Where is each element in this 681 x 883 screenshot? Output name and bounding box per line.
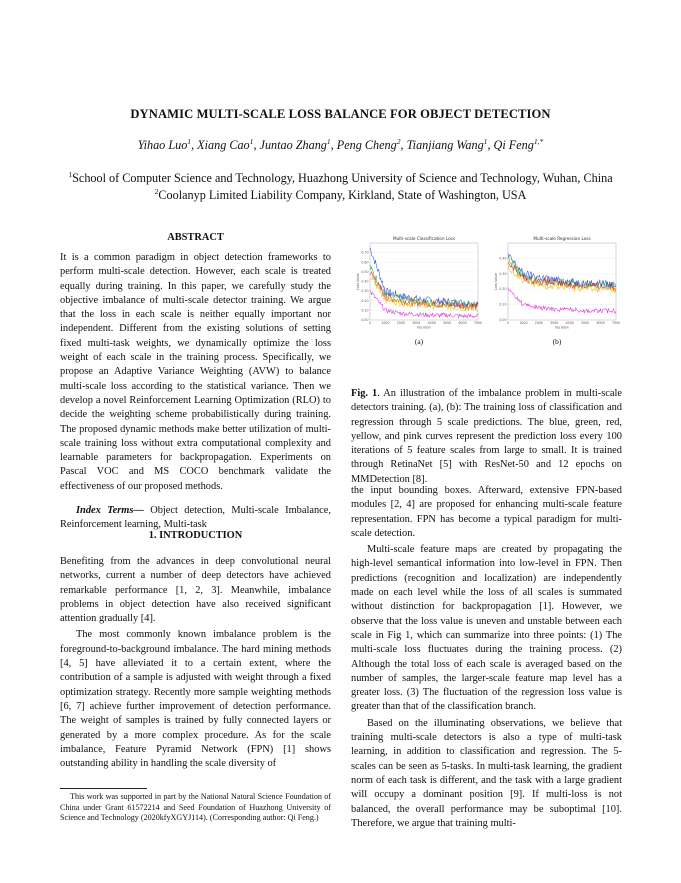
x-axis-label: Iteration <box>417 325 431 330</box>
x-tick-label: 0 <box>368 321 372 325</box>
y-tick-label: 0.30 <box>499 271 507 276</box>
abstract-text: It is a common paradigm in object detection frameworks to perform multi-scale detection. However, each scale is treated equally during training. In this paper, we carefully study the objective imbalance of multi-scale detector training. We argue that the loss in each scale is neither equally important nor independent. Different from the existing solutions of setting fixed multi-task weights, we dynamically optimize the loss weight of each scale in the training process. Specifically, we propose an Adaptive Variance Weighting (AVW) to balance multi-scale loss according to the statistical variance. Then we develop a novel Reinforcement Learning Optimization (RLO) to decide the weighting scheme probabilistically during training. The proposed dynamic methods make better utilization of multi-scale training loss without extra computational complexity and learnable parameters for backpropagation. Experiments on Pascal VOC and MS COCO benchmark validate the effectiveness of our proposed methods. <box>60 252 331 492</box>
figure-caption: Fig. 1. An illustration of the imbalance problem in multi-scale detectors training. (a), (b): The training loss of classification and regression through 5 scale predictions. The blue, green, red, yellow, and pink curves represent the prediction loss every 100 iterations of 5 feature scales from large to small. It is trained through RetinaNet [5] with ResNet-50 and 12 epochs on MMDetection [8]. <box>351 388 622 485</box>
classification-loss-chart <box>356 234 482 330</box>
figure-sub-b: (b) <box>552 337 562 346</box>
paragraph: Based on the illuminating observations, we believe that training multi-scale detectors is also a type of multi-task learning, in addition to classification and regression. The 5-scales can be seen as 5-tasks. In multi-task learning, the gradient norm of each task is different, and the task with a large gradient will occupy a dominant position [9]. If multi-loss is not balanced, the overall performance may be suboptimal [10]. Therefore, we argue that training multi- <box>351 717 622 829</box>
y-axis-label: Loss Value <box>356 273 360 290</box>
paragraph: Multi-scale feature maps are created by propagating the high-level semantical information into low-level in FPN. Then predictions (recognition and localization) are independently made on each level while the loss of all scales is summated without distinction for backpropagation [1]. However, we observe that the loss value is uneven and unstable between each scale in Fig 1, which can summarize into three points: (1) The multi-scale loss fluctuates during the training process. (2) Although the total loss of each scale is averaged based on the number of samples, the larger-scale feature map level has a greater loss. (3) The fluctuation of the regression loss value is greater than that of the classification branch. <box>351 544 622 713</box>
footnote-rule <box>60 788 147 789</box>
x-tick-label: 1000 <box>381 321 390 325</box>
chart-title: Multi-scale Classification Loss <box>392 236 456 241</box>
author: Yihao Luo$^1$ <box>137 136 192 152</box>
author-list: Yihao Luo$^1$, Xiang Cao$^1$, Juntao Zhang$^1$, Peng Cheng$^2$, Tianjiang Wang$^1$, Qi Feng$^{1,*}$ <box>137 136 544 152</box>
x-tick-label: 3000 <box>412 321 421 325</box>
y-tick-label: 0.50 <box>361 269 369 274</box>
y-tick-label: 0.40 <box>361 279 369 284</box>
author: Tianjiang Wang$^1$ <box>406 136 488 152</box>
figure-panel-b <box>494 234 620 334</box>
x-tick-label: 7000 <box>473 321 482 325</box>
x-tick-label: 2000 <box>396 321 405 325</box>
y-tick-label: 0.60 <box>361 260 369 265</box>
author: Juntao Zhang$^1$ <box>259 136 331 152</box>
y-tick-label: 0.40 <box>499 256 507 261</box>
x-tick-label: 3000 <box>550 321 559 325</box>
x-tick-label: 7000 <box>611 321 620 325</box>
x-axis-label: Iteration <box>555 325 569 330</box>
author: Qi Feng$^{1,*}$ <box>493 136 544 152</box>
y-tick-label: 0.00 <box>499 318 507 322</box>
y-tick-label: 0.30 <box>361 289 369 294</box>
paper-title: DYNAMIC MULTI-SCALE LOSS BALANCE FOR OBJECT DETECTION <box>130 107 551 121</box>
y-tick-label: 0.20 <box>361 298 369 303</box>
x-tick-label: 5000 <box>443 321 452 325</box>
x-tick-label: 5000 <box>581 321 590 325</box>
author: Peng Cheng$^2$ <box>336 136 401 152</box>
paragraph: Benefiting from the advances in deep convolutional neural networks, current a number of deep detectors have achieved remarkable performance [1, 2, 3]. Meanwhile, imbalance problems in object detection have also received significant attention gradually [4]. <box>60 556 331 625</box>
regression-loss-chart <box>494 234 620 330</box>
y-tick-label: 0.20 <box>499 287 507 292</box>
x-tick-label: 2000 <box>534 321 543 325</box>
x-tick-label: 6000 <box>596 321 605 325</box>
y-axis-label: Loss Value <box>494 273 498 290</box>
abstract-heading: ABSTRACT <box>167 232 224 243</box>
y-tick-label: 0.00 <box>361 318 369 322</box>
intro-right-column <box>351 484 622 831</box>
x-tick-label: 0 <box>506 321 510 325</box>
x-tick-label: 1000 <box>519 321 528 325</box>
x-tick-label: 6000 <box>458 321 467 325</box>
author: Xiang Cao$^1$ <box>197 136 254 152</box>
x-tick-label: 4000 <box>427 321 436 325</box>
x-tick-label: 4000 <box>565 321 574 325</box>
index-terms: Index Terms— Object detection, Multi-scale Imbalance, Reinforcement learning, Multi-task <box>60 505 331 531</box>
y-tick-label: 0.70 <box>361 250 369 255</box>
abstract-body <box>60 251 331 533</box>
figure-sub-a: (a) <box>414 337 424 346</box>
y-tick-label: 0.10 <box>499 302 507 307</box>
affiliation: $^2$Coolanyp Limited Liability Company, Kirkland, State of Washington, USA <box>154 186 527 202</box>
intro-left-column <box>60 555 331 771</box>
section-heading-introduction: 1. INTRODUCTION <box>148 530 243 541</box>
paragraph: the input bounding boxes. Afterward, extensive FPN-based modules [2, 4] are proposed for enhancing multi-scale feature representation. FPN has become a typical paradigm for multi-scale detection. <box>351 485 622 539</box>
chart-title: Multi-scale Regression Loss <box>533 236 591 241</box>
footnote: This work was supported in part by the National Natural Science Foundation of China under Grant 61572214 and Seed Foundation of Huazhong University of Science and Technology (2020kfyXGYJ114). (Corresponding author: Qi Feng.) <box>60 792 331 823</box>
affiliation: $^1$School of Computer Science and Technology, Huazhong University of Science and Technology, Wuhan, China <box>68 169 613 185</box>
paragraph: The most commonly known imbalance problem is the foreground-to-background imbalance. The hard mining methods [4, 5] have alleviated it to a certain extent, where the contribution of a sample is adjusted with weight through a fixed optimization strategy. Recently more sample weighting methods [6, 7] achieve further improvement of detection performance. The weight of samples is trained by fully connected layers or generated by a more complex procedure. As for the scale imbalance, Feature Pyramid Network (FPN) [1] shows outstanding ability in handling the scale diversity of <box>60 629 331 770</box>
affiliations <box>0 170 681 204</box>
figure-panel-a <box>356 234 482 334</box>
y-tick-label: 0.10 <box>361 308 369 313</box>
